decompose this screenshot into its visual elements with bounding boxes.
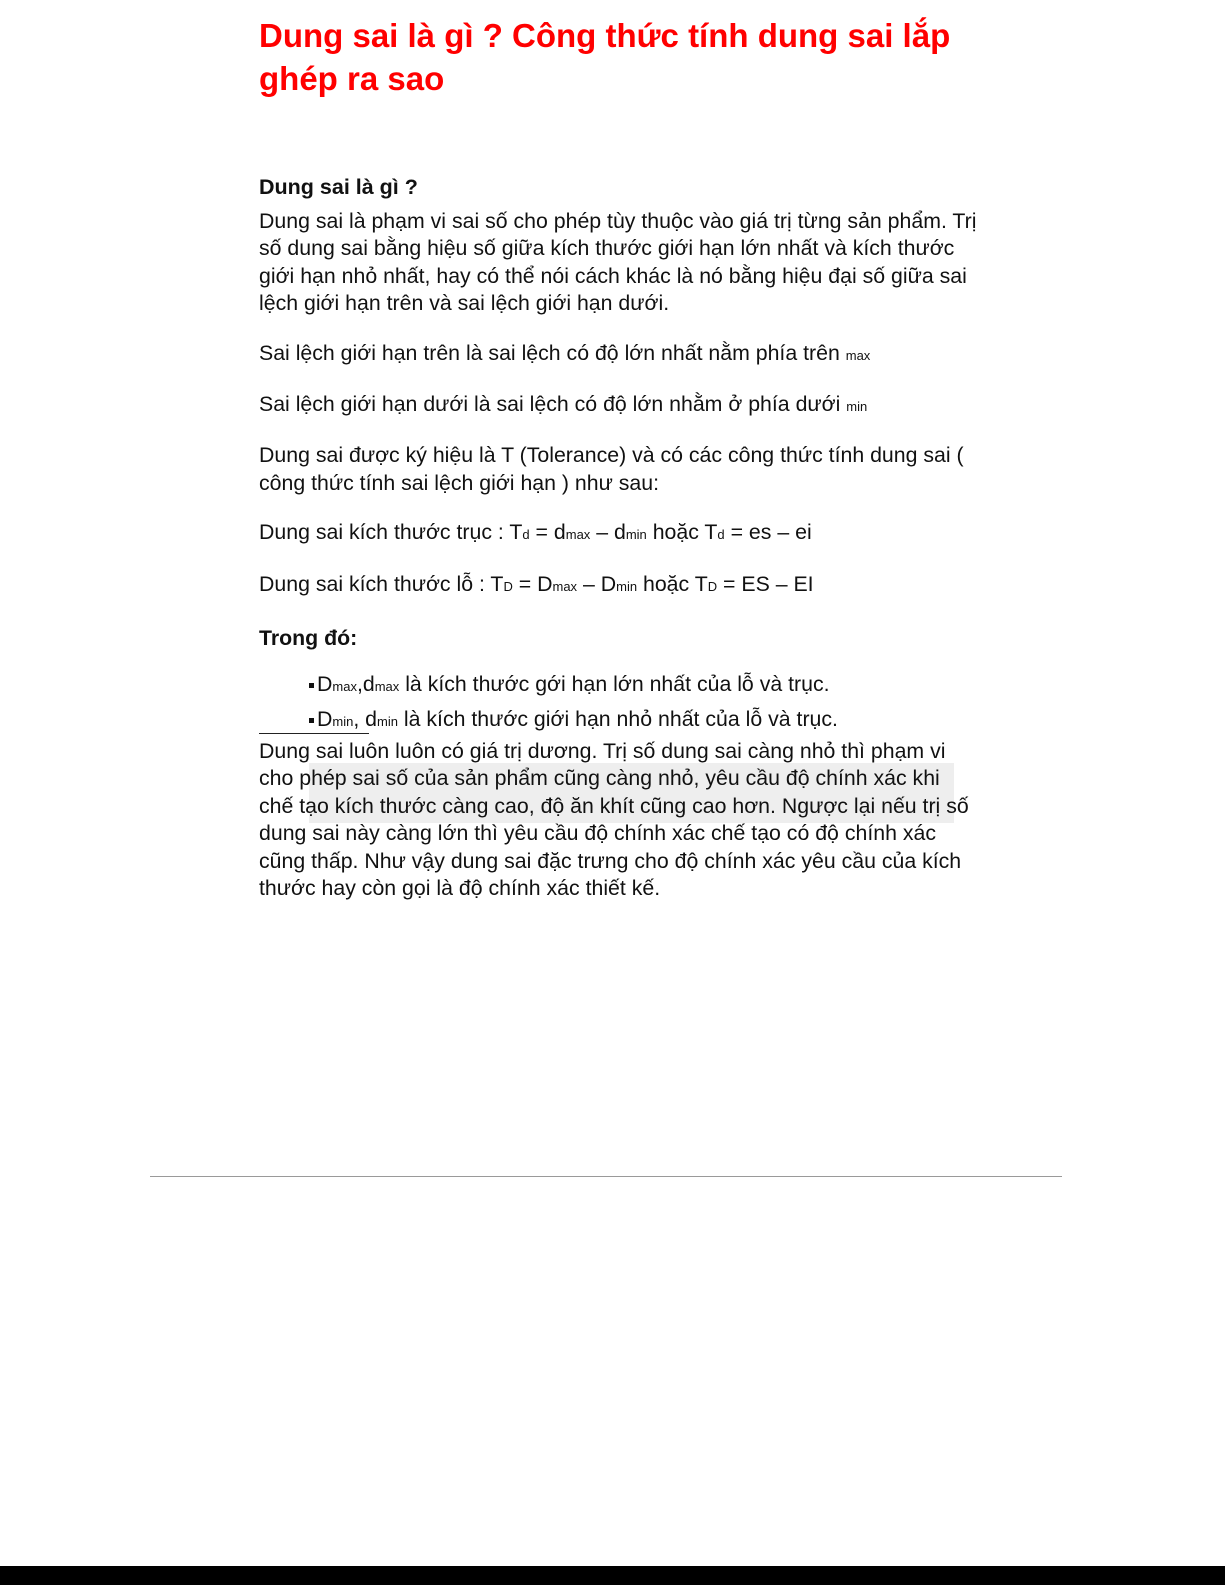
bullet-subscript: max xyxy=(332,679,357,695)
upper-deviation-paragraph xyxy=(259,340,979,369)
formula-text: Dung sai kích thước lỗ : T xyxy=(259,571,504,596)
definitions-list xyxy=(259,668,979,738)
bullet-text: là kích thước giới hạn nhỏ nhất của lỗ và trục. xyxy=(397,707,838,732)
formula-text: Dung sai kích thước trục : T xyxy=(259,520,523,545)
formula-subscript: D xyxy=(707,578,718,594)
bullet-subscript: min xyxy=(332,714,354,730)
formula-text: = ES – EI xyxy=(717,571,814,596)
hole-tolerance-formula xyxy=(259,571,979,600)
formula-subscript: min xyxy=(625,527,647,543)
section-heading: Dung sai là gì ? xyxy=(259,175,418,199)
formula-subscript: D xyxy=(503,578,513,594)
formula-text: – D xyxy=(577,571,617,596)
formula-subscript: d xyxy=(717,527,725,543)
underline-divider xyxy=(259,733,369,734)
bullet-subscript: min xyxy=(377,714,398,730)
page-bottom-bar xyxy=(0,1566,1225,1585)
bullet-text: , d xyxy=(353,707,378,732)
shaft-tolerance-formula xyxy=(259,519,979,548)
formula-text: = D xyxy=(512,571,553,596)
where-heading: Trong đó: xyxy=(259,626,358,651)
intro-paragraph: Dung sai là phạm vi sai số cho phép tùy thuộc vào giá trị từng sản phẩm. Trị số dung sai bằng hiệu số giữa kích thước giới hạn lớn nhất và kích thước giới hạn nhỏ nhất, hay có thể nói cách khác là nó bằng hiệu đại số giữa sai lệch giới hạn trên và sai lệch giới hạn dưới. xyxy=(259,209,977,316)
lower-deviation-text: Sai lệch giới hạn dưới là sai lệch có độ lớn nhằm ở phía dưới xyxy=(259,392,847,417)
list-item xyxy=(309,703,979,738)
formula-text: = es – ei xyxy=(724,520,812,545)
formula-text: = d xyxy=(529,520,566,545)
formula-text: – d xyxy=(590,520,626,545)
footer-divider xyxy=(150,1176,1062,1177)
formula-subscript: d xyxy=(522,527,530,543)
formula-text: hoặc T xyxy=(646,520,718,545)
bullet-subscript: max xyxy=(374,679,400,695)
upper-deviation-subscript: max xyxy=(845,347,871,363)
bullet-text: D xyxy=(317,672,333,697)
formula-subscript: max xyxy=(552,578,578,594)
formula-subscript: min xyxy=(616,578,638,594)
tolerance-intro-paragraph: Dung sai được ký hiệu là T (Tolerance) và có các công thức tính dung sai ( công thức tính sai lệch giới hạn ) như sau: xyxy=(259,443,964,495)
list-item xyxy=(309,668,979,703)
upper-deviation-text: Sai lệch giới hạn trên là sai lệch có độ lớn nhất nằm phía trên xyxy=(259,340,846,365)
page-title: Dung sai là gì ? Công thức tính dung sai lắp ghép ra sao xyxy=(259,17,951,97)
bullet-text: D xyxy=(317,707,333,732)
bullet-text: là kích thước gới hạn lớn nhất của lỗ và trục. xyxy=(399,672,830,697)
conclusion-paragraph: Dung sai luôn luôn có giá trị dương. Trị số dung sai càng nhỏ thì phạm vi cho phép sai số của sản phẩm cũng càng nhỏ, yêu cầu độ chính xác khi chế tạo kích thước càng cao, độ ăn khít cũng cao hơn. Ngược lại nếu trị số dung sai này càng lớn thì yêu cầu độ chính xác chế tạo có độ chính xác cũng thấp. Như vậy dung sai đặc trưng cho độ chính xác yêu cầu của kích thước hay còn gọi là độ chính xác thiết kế. xyxy=(259,739,969,901)
bullet-text: ,d xyxy=(356,672,375,697)
article-body xyxy=(259,172,979,903)
lower-deviation-paragraph xyxy=(259,391,979,420)
formula-subscript: max xyxy=(565,527,591,543)
formula-text: hoặc T xyxy=(637,571,708,596)
lower-deviation-subscript: min xyxy=(846,399,868,415)
